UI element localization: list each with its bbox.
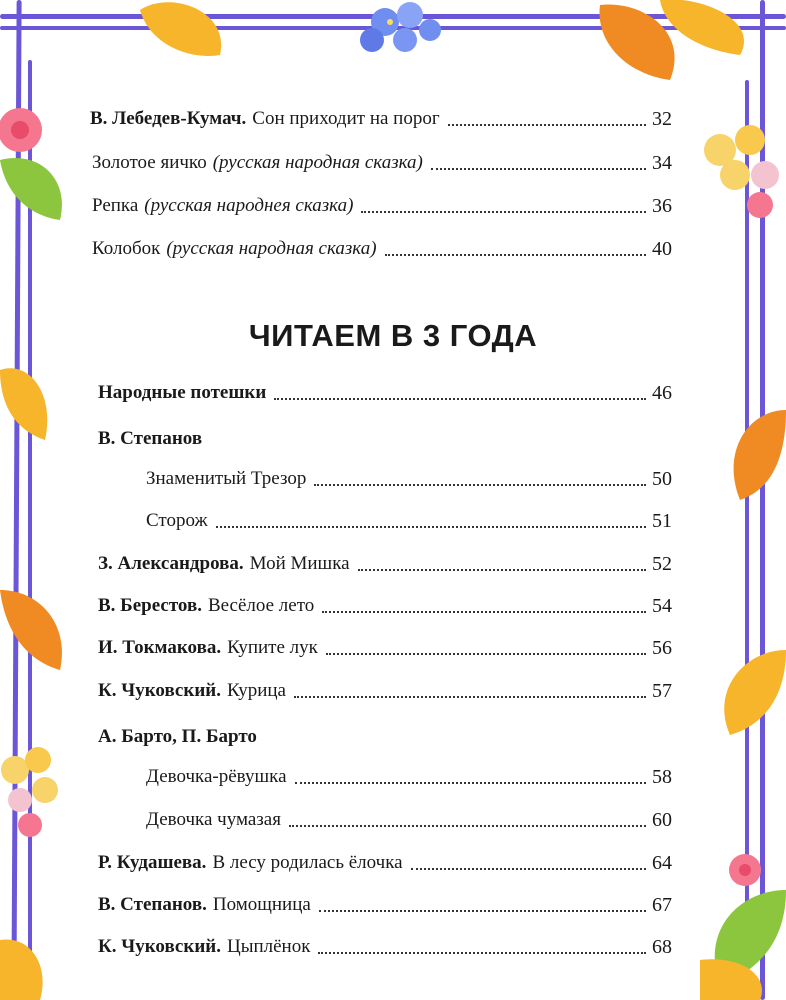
toc-entry[interactable] xyxy=(98,553,672,575)
entry-title: Золотое яичко xyxy=(92,152,207,173)
dot-leader xyxy=(216,525,646,528)
dot-leader xyxy=(318,951,646,954)
entry-page-number: 40 xyxy=(652,238,672,260)
entry-author: З. Александрова. xyxy=(98,553,244,574)
entry-author: Р. Кудашева. xyxy=(98,852,207,873)
toc-entry[interactable] xyxy=(146,510,672,532)
dot-leader xyxy=(274,397,646,400)
entry-title: Курица xyxy=(226,680,286,701)
toc-entry[interactable] xyxy=(98,382,672,404)
entry-title: В лесу родилась ёлочка xyxy=(212,852,403,873)
entry-page-number: 60 xyxy=(652,809,672,831)
entry-note: (русская народная сказка) xyxy=(166,238,377,259)
dot-leader xyxy=(358,568,646,571)
toc-entry[interactable] xyxy=(92,195,672,217)
entry-page-number: 46 xyxy=(652,382,672,404)
dot-leader xyxy=(319,909,646,912)
entry-title: Купите лук xyxy=(227,637,318,658)
entry-page-number: 54 xyxy=(652,595,672,617)
toc-entry[interactable] xyxy=(98,637,672,659)
entry-page-number: 36 xyxy=(652,195,672,217)
toc-entry[interactable] xyxy=(98,595,672,617)
entry-author: В. Лебедев-Кумач. xyxy=(90,108,247,129)
dot-leader xyxy=(322,610,646,613)
toc-entry[interactable] xyxy=(146,766,672,788)
toc-entry[interactable] xyxy=(98,680,672,702)
author-heading: А. Барто, П. Барто xyxy=(98,726,257,747)
dot-leader xyxy=(294,695,646,698)
entry-page-number: 58 xyxy=(652,766,672,788)
toc-entry[interactable] xyxy=(92,152,672,174)
dot-leader xyxy=(361,210,646,213)
dot-leader xyxy=(326,652,646,655)
entry-page-number: 57 xyxy=(652,680,672,702)
entry-author: И. Токмакова. xyxy=(98,637,222,658)
entry-title: Девочка-рёвушка xyxy=(146,766,287,787)
entry-title: Сторож xyxy=(146,510,208,531)
entry-title: Цыплёнок xyxy=(226,936,311,957)
entry-title: Мой Мишка xyxy=(249,553,350,574)
entry-page-number: 64 xyxy=(652,852,672,874)
section-heading: ЧИТАЕМ В 3 ГОДА xyxy=(248,318,538,353)
entry-title: Репка xyxy=(92,195,139,216)
entry-author: В. Берестов. xyxy=(98,595,202,616)
toc-entry[interactable] xyxy=(146,809,672,831)
dot-leader xyxy=(295,781,647,784)
entry-note: (русская народнея сказка) xyxy=(144,195,354,216)
entry-page-number: 32 xyxy=(652,108,672,130)
entry-title: Помощница xyxy=(212,894,311,915)
entry-page-number: 34 xyxy=(652,152,672,174)
entry-title: Знаменитый Трезор xyxy=(146,468,307,489)
entry-page-number: 67 xyxy=(652,894,672,916)
entry-page-number: 68 xyxy=(652,936,672,958)
entry-page-number: 52 xyxy=(652,553,672,575)
entry-page-number: 51 xyxy=(652,510,672,532)
entry-author: К. Чуковский. xyxy=(98,936,221,957)
dot-leader xyxy=(448,123,646,126)
entry-author: К. Чуковский. xyxy=(98,680,221,701)
toc-entry[interactable] xyxy=(98,852,672,874)
dot-leader xyxy=(289,824,646,827)
entry-title: Сон приходит на порог xyxy=(252,108,440,129)
author-heading: В. Степанов xyxy=(98,428,203,449)
entry-note: (русская народная сказка) xyxy=(212,152,423,173)
toc-entry[interactable] xyxy=(90,108,672,130)
entry-page-number: 50 xyxy=(652,468,672,490)
entry-title: Весёлое лето xyxy=(207,595,315,616)
toc-entry[interactable] xyxy=(98,894,672,916)
entry-author: В. Степанов. xyxy=(98,894,207,915)
entry-title: Девочка чумазая xyxy=(146,809,281,830)
dot-leader xyxy=(411,867,646,870)
toc-entry[interactable] xyxy=(98,936,672,958)
entry-page-number: 56 xyxy=(652,637,672,659)
dot-leader xyxy=(314,483,646,486)
toc-entry[interactable] xyxy=(146,468,672,490)
dot-leader xyxy=(431,167,646,170)
toc-entry[interactable] xyxy=(92,238,672,260)
dot-leader xyxy=(385,253,646,256)
entry-title: Колобок xyxy=(92,238,161,259)
entry-author: Народные потешки xyxy=(98,382,267,403)
